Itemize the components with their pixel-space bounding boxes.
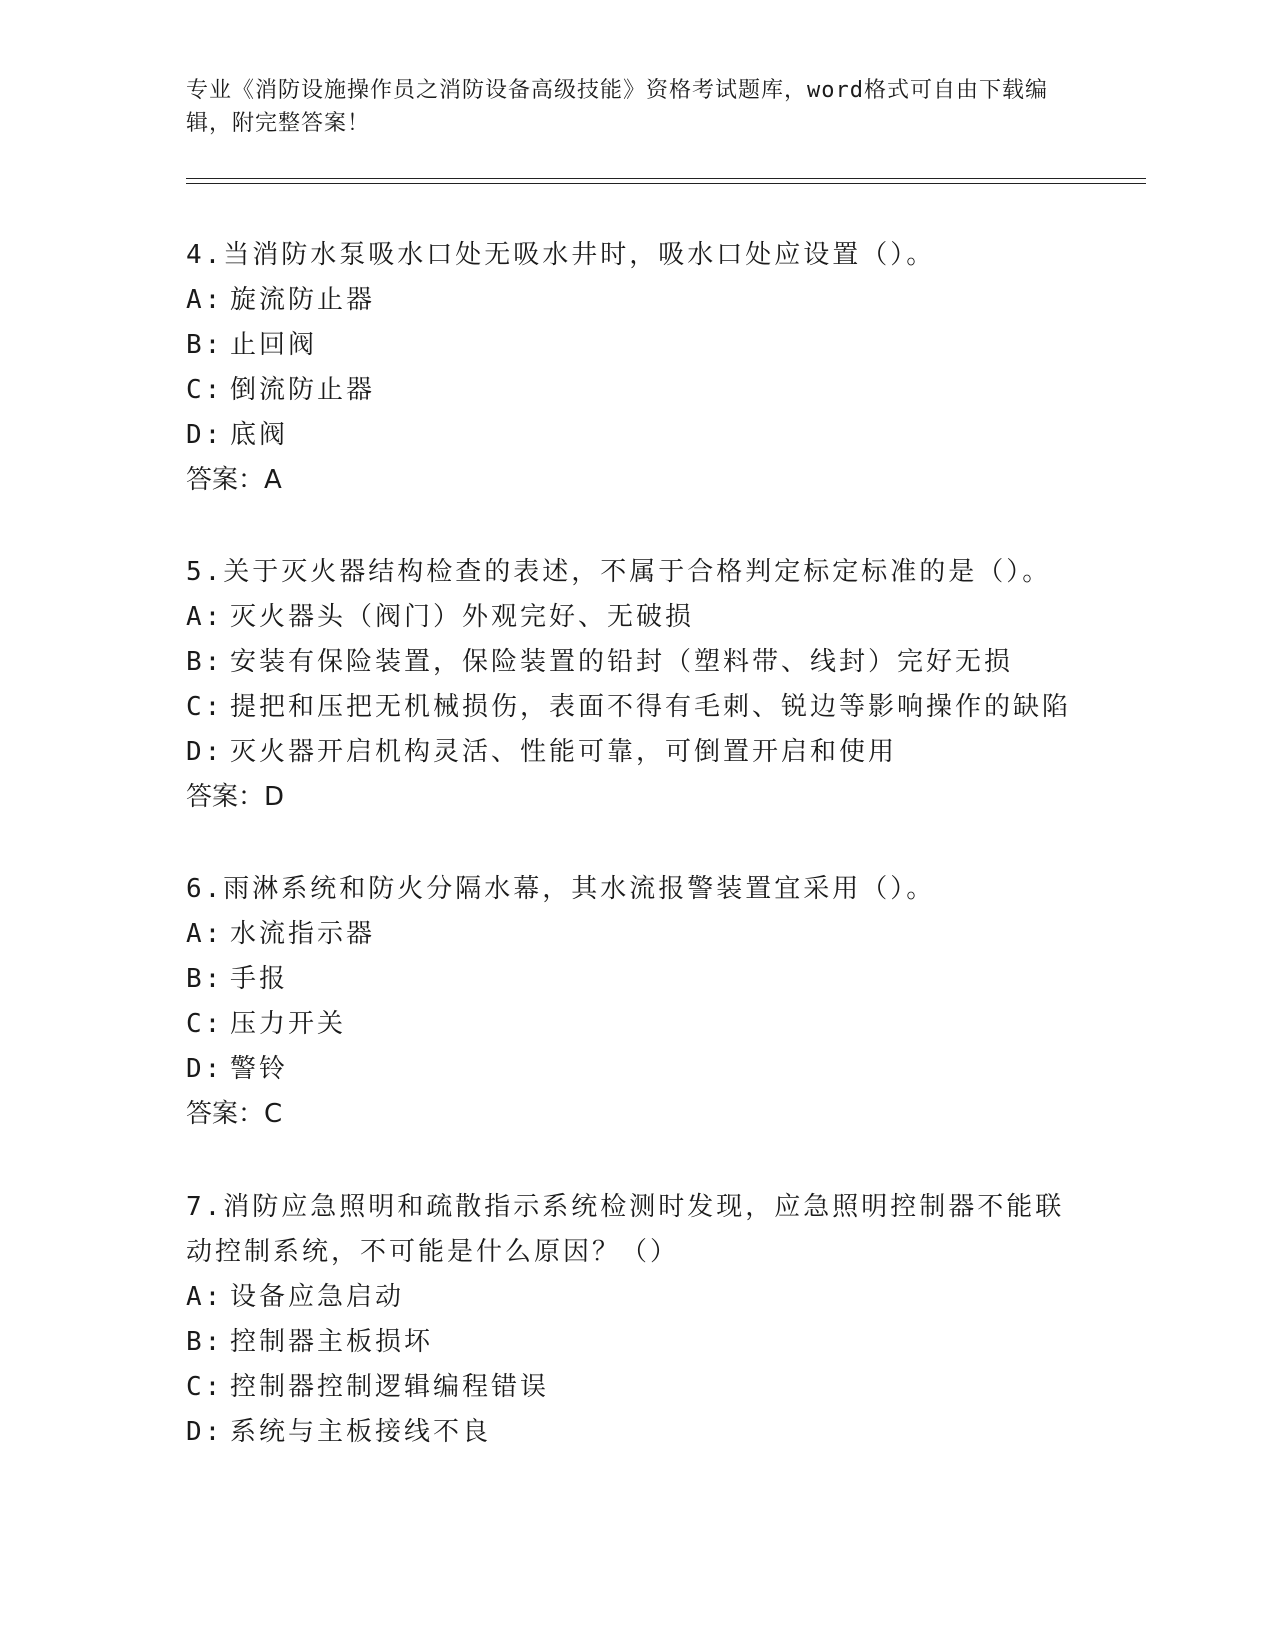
question-stem: 5.关于灭火器结构检查的表述，不属于合格判定标定标准的是（）。 [186,557,1052,587]
option-letter: B: [186,964,224,994]
option-letter: B: [186,330,224,360]
option-c [186,368,1086,413]
option-letter: D: [186,1417,224,1447]
option-letter: C: [186,692,224,722]
option-text: 设备应急启动 [230,1282,405,1312]
question-stem: 4.当消防水泵吸水口处无吸水井时，吸水口处应设置（）。 [186,240,936,270]
option-a [186,912,1086,957]
option-text: 灭火器开启机构灵活、性能可靠，可倒置开启和使用 [230,737,898,767]
option-text: 控制器主板损坏 [230,1327,434,1357]
option-c [186,1365,1086,1410]
answer-line: 答案：C [186,1099,283,1129]
option-letter: A: [186,285,224,315]
option-text: 控制器控制逻辑编程错误 [230,1372,550,1402]
option-letter: A: [186,919,224,949]
option-text: 灭火器头（阀门）外观完好、无破损 [230,602,695,632]
option-letter: B: [186,647,224,677]
document-header: 专业《消防设施操作员之消防设备高级技能》资格考试题库，word格式可自由下载编辑，附完整答案！ [186,78,1048,136]
question-7 [186,1185,1086,1455]
option-letter: D: [186,737,224,767]
option-text: 压力开关 [230,1009,347,1039]
option-text: 旋流防止器 [230,285,376,315]
option-text: 手报 [230,964,289,994]
option-c [186,685,1086,730]
option-letter: C: [186,1372,224,1402]
option-d [186,1410,1086,1455]
question-stem: 7.消防应急照明和疏散指示系统检测时发现，应急照明控制器不能联动控制系统，不可能是什么原因？（） [186,1192,1065,1267]
option-a [186,1275,1086,1320]
question-4 [186,233,1086,503]
option-c [186,1002,1086,1047]
option-text: 安装有保险装置，保险装置的铅封（塑料带、线封）完好无损 [230,647,1014,677]
question-stem: 6.雨淋系统和防火分隔水幕，其水流报警装置宜采用（）。 [186,874,936,904]
header-divider-bottom [186,183,1146,184]
option-letter: D: [186,420,224,450]
option-text: 系统与主板接线不良 [230,1417,492,1447]
option-letter: A: [186,1282,224,1312]
option-text: 止回阀 [230,330,318,360]
option-a [186,595,1086,640]
header-divider-top [186,178,1146,179]
option-text: 提把和压把无机械损伤，表面不得有毛刺、锐边等影响操作的缺陷 [230,692,1072,722]
option-b [186,957,1086,1002]
option-d [186,730,1086,775]
option-letter: D: [186,1054,224,1084]
option-b [186,1320,1086,1365]
option-letter: A: [186,602,224,632]
option-letter: B: [186,1327,224,1357]
option-d [186,1047,1086,1092]
answer-line: 答案：A [186,465,282,495]
option-text: 水流指示器 [230,919,376,949]
option-d [186,413,1086,458]
answer-line: 答案：D [186,782,285,812]
question-5 [186,550,1086,820]
option-letter: C: [186,375,224,405]
option-text: 警铃 [230,1054,289,1084]
option-a [186,278,1086,323]
option-b [186,323,1086,368]
option-letter: C: [186,1009,224,1039]
question-6 [186,867,1086,1137]
option-text: 倒流防止器 [230,375,376,405]
option-text: 底阀 [230,420,289,450]
option-b [186,640,1086,685]
